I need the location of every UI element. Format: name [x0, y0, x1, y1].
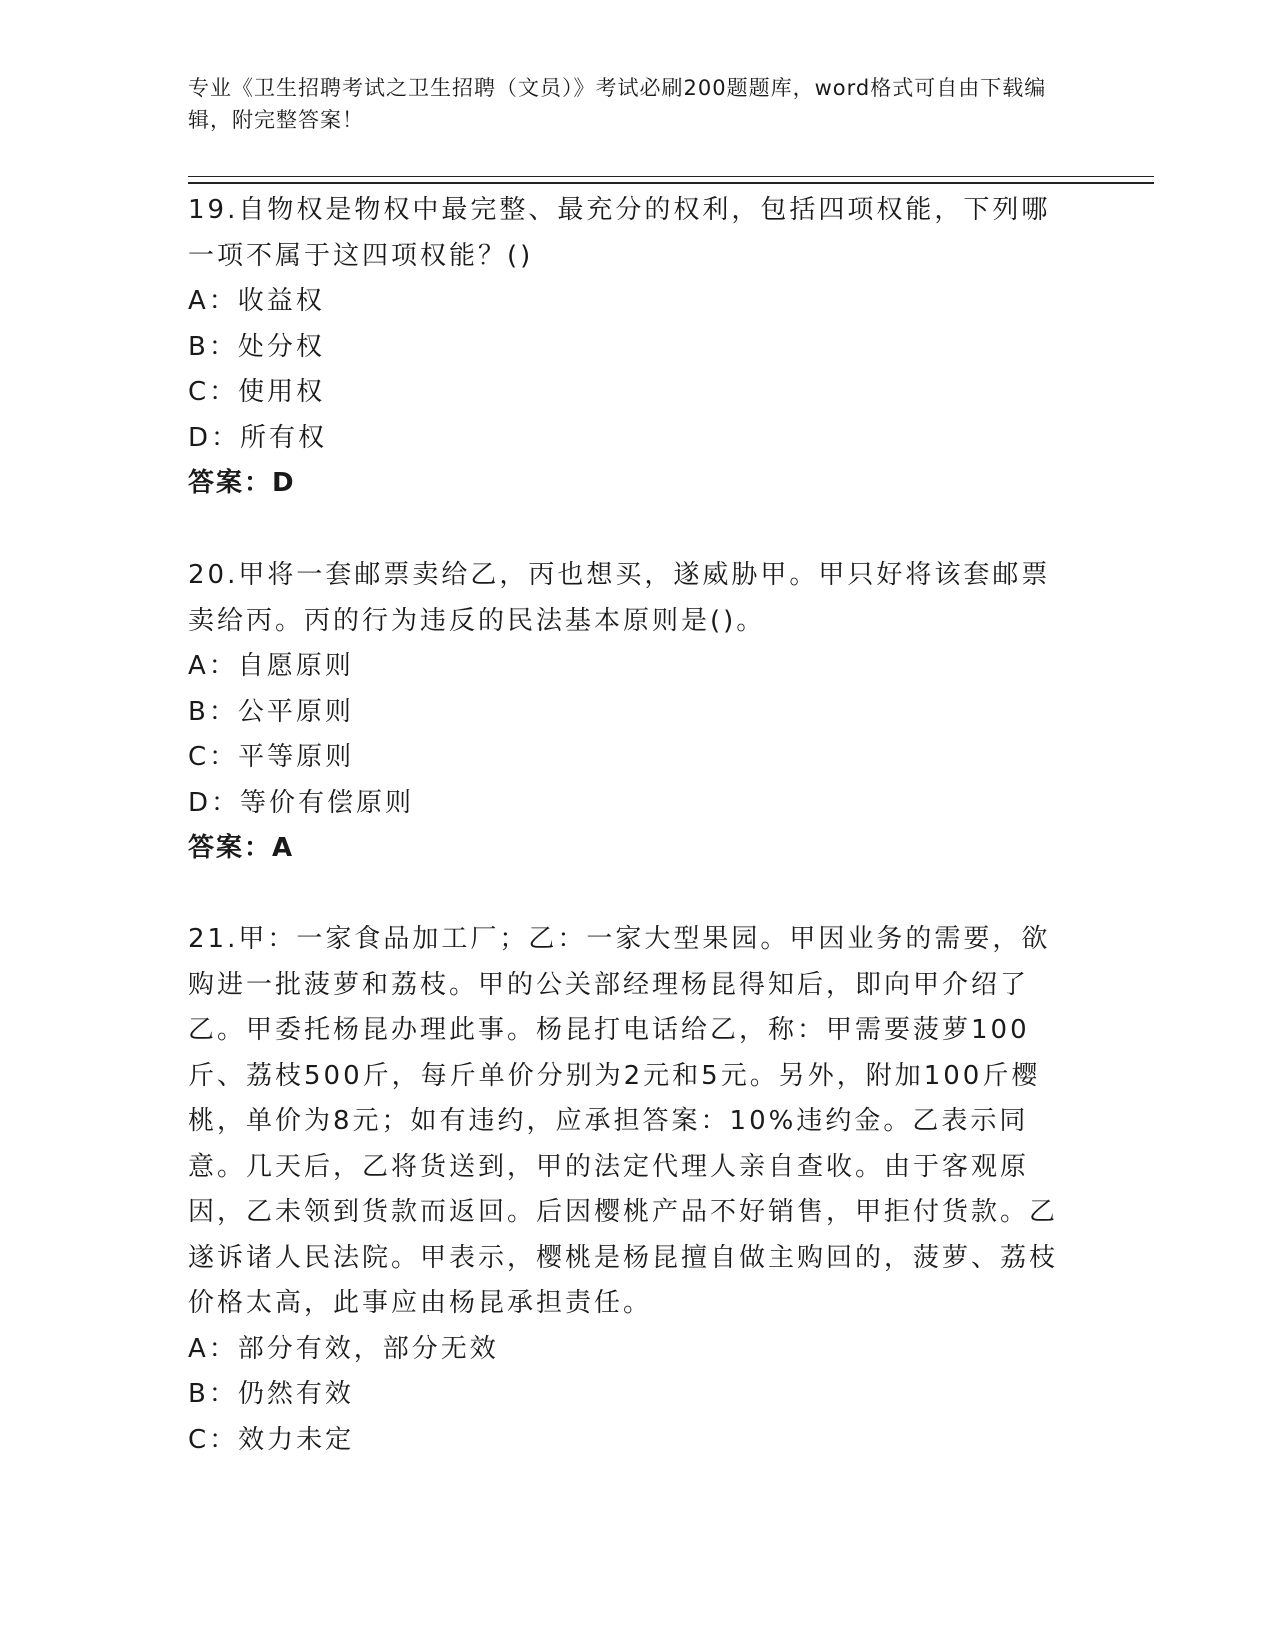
option-c: C：效力未定 — [188, 1424, 355, 1455]
option-a: A：自愿原则 — [188, 651, 354, 681]
question-21 — [188, 917, 1068, 1463]
answer: 答案：D — [188, 468, 296, 498]
option-a: A：部分有效，部分无效 — [188, 1333, 499, 1364]
answer: 答案：A — [188, 833, 295, 863]
question-20 — [188, 553, 1068, 872]
option-c: C：使用权 — [188, 377, 326, 407]
option-b: B：仍然有效 — [188, 1379, 354, 1409]
question-19 — [188, 188, 1068, 507]
question-text: 20.甲将一套邮票卖给乙，丙也想买，遂威胁甲。甲只好将该套邮票卖给丙。丙的行为违反的民法基本原则是()。 — [188, 560, 1051, 636]
document-header: 专业《卫生招聘考试之卫生招聘（文员）》考试必刷200题题库，word格式可自由下载编辑，附完整答案！ — [188, 76, 1047, 132]
option-d: D：所有权 — [188, 422, 328, 453]
header-divider-thick — [188, 182, 1154, 184]
option-d: D：等价有偿原则 — [188, 787, 415, 818]
option-b: B：公平原则 — [188, 696, 354, 727]
header-divider-thin — [188, 176, 1154, 177]
question-text: 19.自物权是物权中最完整、最充分的权利，包括四项权能，下列哪一项不属于这四项权能？() — [188, 195, 1051, 271]
question-text: 21.甲：一家食品加工厂；乙：一家大型果园。甲因业务的需要，欲购进一批菠萝和荔枝。甲的公关部经理杨昆得知后，即向甲介绍了乙。甲委托杨昆办理此事。杨昆打电话给乙，称：甲需要菠萝100斤、荔枝500斤，每斤单价分别为2元和5元。另外，附加100斤樱桃，单价为8元；如有违约，应承担答案：10%违约金。乙表示同意。几天后，乙将货送到，甲的法定代理人亲自查收。由于客观原因，乙未领到货款而返回。后因樱桃产品不好销售，甲拒付货款。乙遂诉诸人民法院。甲表示，樱桃是杨昆擅自做主购回的，菠萝、荔枝价格太高，此事应由杨昆承担责任。 — [188, 924, 1059, 1318]
option-c: C：平等原则 — [188, 742, 355, 772]
option-a: A：收益权 — [188, 286, 325, 316]
option-b: B：处分权 — [188, 331, 325, 362]
